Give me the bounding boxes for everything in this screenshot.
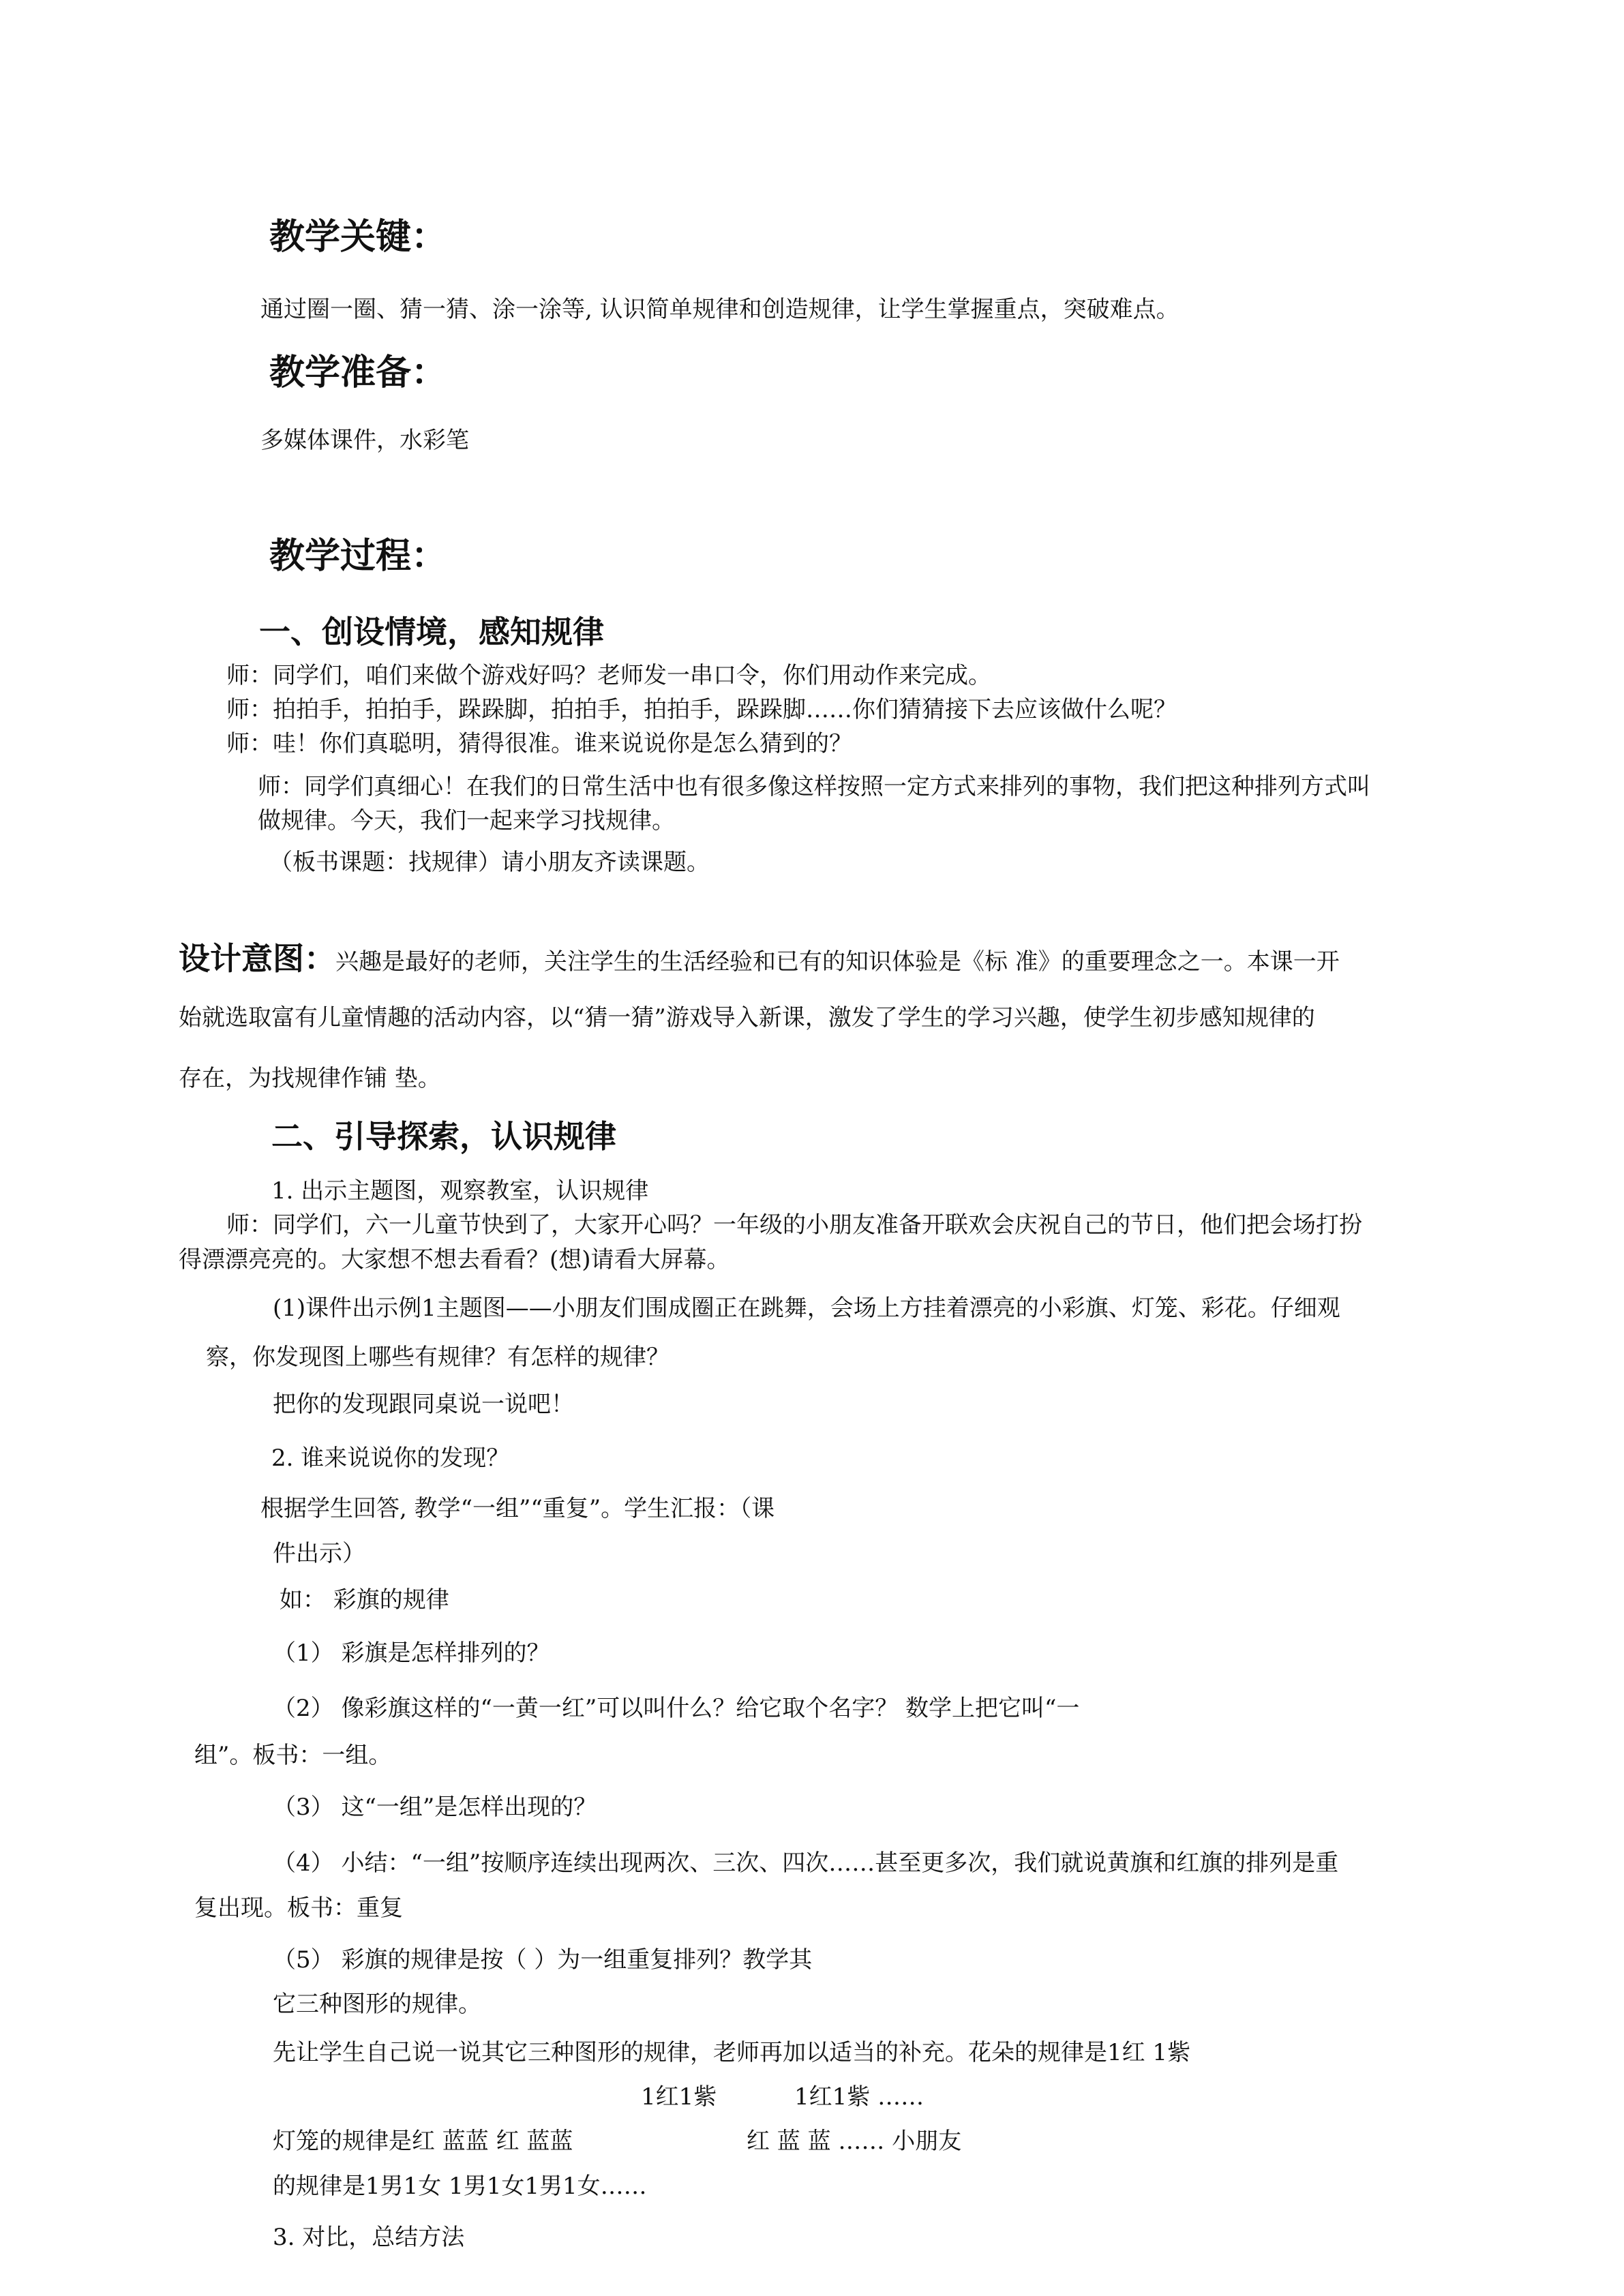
section2-line: （4） 小结：“一组”按顺序连续出现两次、三次、四次……甚至更多次，我们就说黄旗和红旗的排列是重 bbox=[273, 1849, 1339, 1877]
section2-line: 1. 出示主题图，观察教室，认识规律 bbox=[271, 1177, 649, 1205]
section2-line: 3. 对比，总结方法 bbox=[273, 2224, 465, 2251]
section2-line: 的规律是1男1女 1男1女1男1女…… bbox=[273, 2173, 647, 2200]
design-intent-line3: 存在，为找规律作铺 垫。 bbox=[179, 1065, 441, 1092]
section1-line: 做规律。今天，我们一起来学习找规律。 bbox=[258, 807, 675, 834]
section2-line: （5） 彩旗的规律是按（ ）为一组重复排列？教学其 bbox=[273, 1946, 813, 1974]
section2-line: 2. 谁来说说你的发现？ bbox=[271, 1445, 510, 1472]
section1-line: 师：哇！你们真聪明，猜得很准。谁来说说你是怎么猜到的？ bbox=[226, 730, 852, 757]
section2-line: 如： 彩旗的规律 bbox=[280, 1586, 449, 1614]
section2-line: 它三种图形的规律。 bbox=[273, 1991, 481, 2018]
section2-line: （1） 彩旗是怎样排列的？ bbox=[273, 1640, 550, 1667]
section1-line: 师：同学们真细心！在我们的日常生活中也有很多像这样按照一定方式来排列的事物，我们把这种排列方式叫 bbox=[258, 773, 1370, 800]
section1-title: 一、创设情境，感知规律 bbox=[259, 614, 604, 650]
section2-line: 复出现。板书：重复 bbox=[194, 1894, 403, 1922]
section2-line: 1红1紫 bbox=[641, 2083, 717, 2111]
section2-line: 把你的发现跟同桌说一说吧！ bbox=[273, 1391, 574, 1418]
section2-line: 得漂漂亮亮的。大家想不想去看看？(想)请看大屏幕。 bbox=[179, 1246, 730, 1273]
section2-title: 二、引导探索，认识规律 bbox=[271, 1118, 616, 1155]
section1-line: 师：同学们，咱们来做个游戏好吗？老师发一串口令，你们用动作来完成。 bbox=[226, 662, 991, 689]
section2-line: （3） 这“一组”是怎样出现的？ bbox=[273, 1794, 597, 1821]
design-intent-line2: 始就选取富有儿童情趣的活动内容，以“猜一猜”游戏导入新课，激发了学生的学习兴趣，使学生初步感知规律的 bbox=[179, 1004, 1315, 1031]
section2-line: 先让学生自己说一说其它三种图形的规律，老师再加以适当的补充。花朵的规律是1红 1紫 bbox=[273, 2039, 1191, 2066]
section2-line: 红 蓝 蓝 …… 小朋友 bbox=[747, 2128, 962, 2155]
key-heading: 教学关键： bbox=[269, 217, 447, 258]
design-intent-text: 兴趣是最好的老师，关注学生的生活经验和已有的知识体验是《标 准》的重要理念之一。本课一开 bbox=[335, 948, 1340, 976]
design-intent-label: 设计意图： bbox=[179, 940, 335, 977]
section2-line: 察，你发现图上哪些有规律？有怎样的规律？ bbox=[206, 1344, 670, 1371]
section2-line: （2） 像彩旗这样的“一黄一红”可以叫什么？给它取个名字？ 数学上把它叫“一 bbox=[273, 1695, 1080, 1722]
section2-line: 组”。板书：一组。 bbox=[194, 1742, 392, 1769]
section2-line: 师：同学们，六一儿童节快到了，大家开心吗？一年级的小朋友准备开联欢会庆祝自己的节日，他们把会场打扮 bbox=[226, 1211, 1362, 1239]
section1-line: 师：拍拍手，拍拍手，跺跺脚，拍拍手，拍拍手，跺跺脚……你们猜猜接下去应该做什么呢？ bbox=[226, 696, 1177, 723]
prep-heading: 教学准备： bbox=[269, 352, 447, 393]
key-text: 通过圈一圈、猜一猜、涂一涂等, 认识简单规律和创造规律，让学生掌握重点，突破难点。 bbox=[260, 296, 1179, 323]
section2-line: (1)课件出示例1主题图——小朋友们围成圈正在跳舞，会场上方挂着漂亮的小彩旗、灯笼、彩花。仔细观 bbox=[273, 1295, 1340, 1322]
section2-line: 灯笼的规律是红 蓝蓝 红 蓝蓝 bbox=[273, 2128, 573, 2155]
prep-text: 多媒体课件，水彩笔 bbox=[260, 427, 469, 454]
section2-line: 件出示） bbox=[273, 1540, 365, 1567]
process-heading: 教学过程： bbox=[269, 536, 447, 577]
section2-line: 1红1紫 …… bbox=[794, 2083, 924, 2111]
section2-line: 根据学生回答, 教学“一组”“重复”。学生汇报：（课 bbox=[260, 1495, 775, 1522]
design-intent-line1 bbox=[179, 939, 1340, 981]
section1-line: （板书课题：找规律）请小朋友齐读课题。 bbox=[269, 849, 710, 876]
